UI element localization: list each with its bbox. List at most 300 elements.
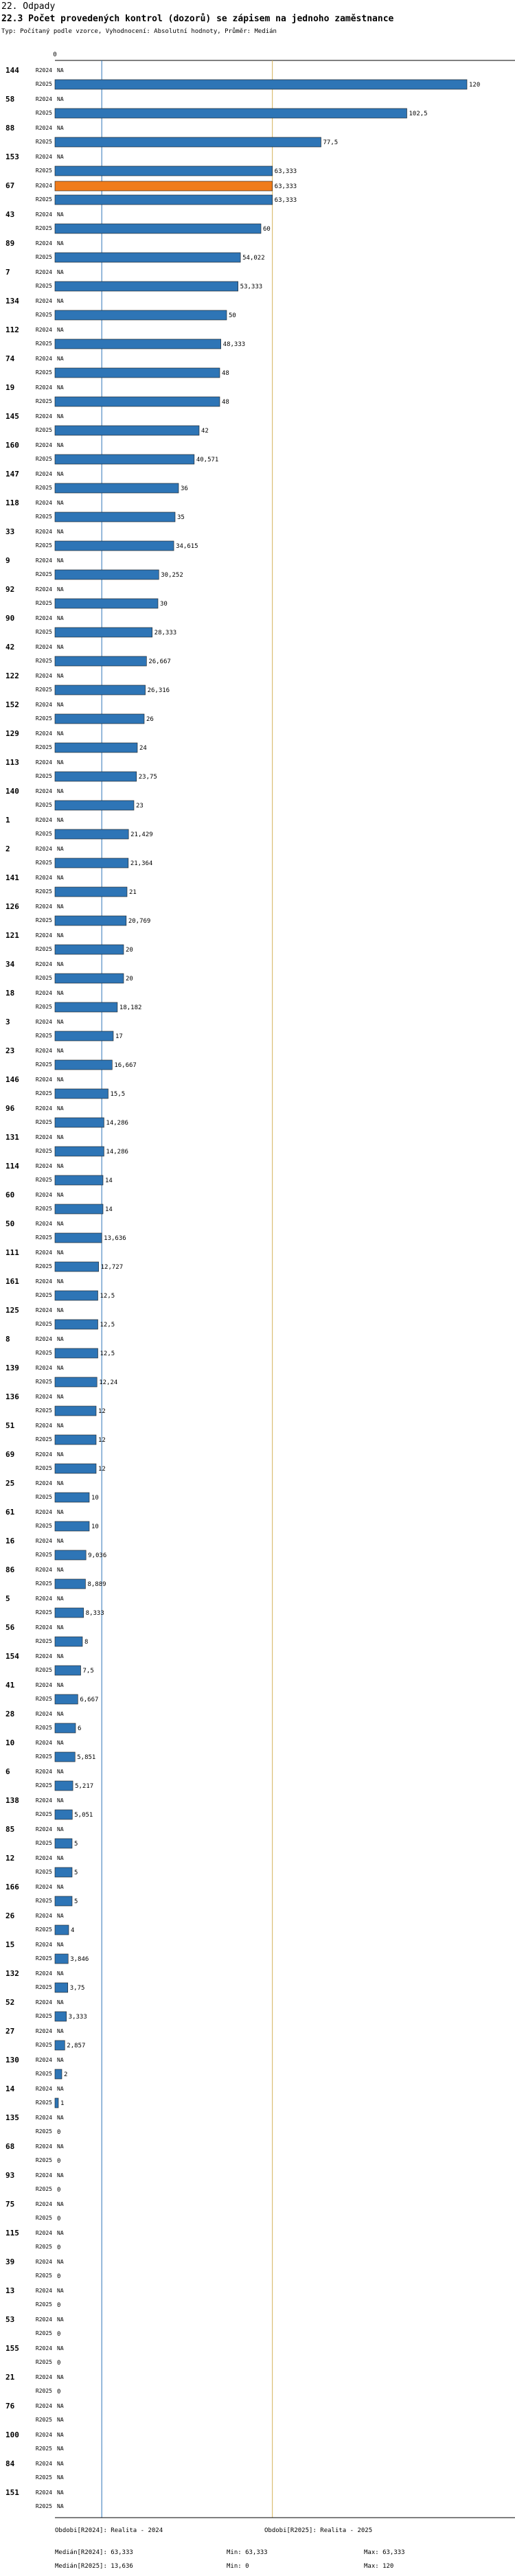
- series-label-r2024: R2024: [35, 932, 52, 939]
- series-label-r2025: R2025: [35, 1263, 52, 1269]
- bar-r2025: [55, 1118, 104, 1127]
- na-label-r2024: NA: [57, 2086, 64, 2092]
- group-label: 5: [5, 1594, 10, 1603]
- bar-r2025: [55, 2098, 58, 2108]
- bar-r2025: [55, 137, 321, 147]
- series-label-r2024: R2024: [35, 298, 52, 304]
- na-label-r2024: NA: [57, 1942, 64, 1948]
- value-label-r2025: 12: [98, 1466, 106, 1473]
- group-label: 23: [5, 1046, 15, 1055]
- series-label-r2025: R2025: [35, 369, 52, 376]
- value-label-r2025: 17: [115, 1033, 123, 1040]
- series-label-r2024: R2024: [35, 1278, 52, 1285]
- na-label-r2024: NA: [57, 2230, 64, 2236]
- group-label: 92: [5, 585, 15, 594]
- na-label-r2024: NA: [57, 702, 64, 708]
- na-label-r2024: NA: [57, 990, 64, 996]
- series-label-r2025: R2025: [35, 1465, 52, 1471]
- series-label-r2025: R2025: [35, 1898, 52, 1904]
- value-label-r2025: 30,252: [161, 572, 183, 579]
- group-label: 61: [5, 1508, 15, 1517]
- series-label-r2024: R2024: [35, 904, 52, 910]
- value-label-r2025: 77,5: [323, 139, 339, 146]
- series-label-r2024: R2024: [35, 1105, 52, 1112]
- group-label: 114: [5, 1162, 19, 1171]
- value-label-r2025: 23,75: [138, 774, 157, 781]
- na-label-r2024: NA: [57, 1221, 64, 1227]
- bar-r2025: [55, 1464, 96, 1473]
- bar-r2025: [55, 656, 146, 666]
- series-label-r2025: R2025: [35, 2013, 52, 2019]
- series-label-r2025: R2025: [35, 398, 52, 404]
- na-label-r2024: NA: [57, 67, 64, 73]
- bar-r2025: [55, 1147, 104, 1156]
- value-label-r2025: 10: [91, 1523, 99, 1530]
- bar-r2025: [55, 339, 221, 349]
- bar-r2025: [55, 772, 137, 781]
- group-label: 139: [5, 1364, 19, 1372]
- bar-r2025: [55, 945, 124, 954]
- group-label: 122: [5, 671, 19, 680]
- na-label-r2024: NA: [57, 384, 64, 391]
- value-label-r2025: 18,182: [119, 1004, 142, 1011]
- series-label-r2025: R2025: [35, 2446, 52, 2452]
- series-label-r2024: R2024: [35, 183, 52, 189]
- na-label-r2024: NA: [57, 1653, 64, 1659]
- bar-r2025: [55, 1810, 72, 1819]
- na-label-r2024: NA: [57, 2028, 64, 2034]
- group-label: 130: [5, 2056, 19, 2065]
- series-label-r2025: R2025: [35, 1436, 52, 1442]
- group-label: 100: [5, 2430, 19, 2439]
- na-label-r2024: NA: [57, 2461, 64, 2467]
- bar-r2025: [55, 310, 227, 320]
- na-label-r2024: NA: [57, 2432, 64, 2438]
- bar-r2025: [55, 1060, 112, 1070]
- value-label-r2025: 54,022: [242, 255, 265, 262]
- value-label-r2025: 21,364: [130, 860, 153, 867]
- group-label: 53: [5, 2315, 15, 2324]
- bar-r2024: [55, 181, 273, 191]
- value-label-r2025: 20: [126, 947, 133, 954]
- bar-r2025: [55, 1031, 113, 1041]
- series-label-r2025: R2025: [35, 946, 52, 952]
- series-label-r2024: R2024: [35, 529, 52, 535]
- chart-subtitle: Typ: Počítaný podle vzorce, Vyhodnocení: Absolutní hodnoty, Průměr: Medián: [1, 28, 277, 35]
- value-label-r2025: 42: [201, 428, 209, 435]
- series-label-r2025: R2025: [35, 514, 52, 520]
- value-label-r2025: 102,5: [409, 111, 428, 117]
- na-label-r2024: NA: [57, 1740, 64, 1746]
- na-label-r2024: NA: [57, 1451, 64, 1458]
- group-label: 153: [5, 152, 19, 161]
- na-label-r2024: NA: [57, 2345, 64, 2351]
- group-label: 146: [5, 1075, 19, 1084]
- na-label-r2024: NA: [57, 1769, 64, 1775]
- value-label-r2025: 4: [71, 1927, 75, 1934]
- bar-r2025: [55, 1233, 102, 1243]
- series-label-r2025: R2025: [35, 802, 52, 808]
- value-label-r2025: 40,571: [196, 457, 219, 463]
- series-label-r2025: R2025: [35, 341, 52, 347]
- group-label: 14: [5, 2084, 15, 2093]
- bar-r2025: [55, 1550, 86, 1560]
- value-label-r2025: 2,857: [67, 2043, 86, 2049]
- group-label: 13: [5, 2286, 15, 2295]
- series-label-r2025: R2025: [35, 2417, 52, 2423]
- bar-r2025: [55, 166, 273, 176]
- group-label: 9: [5, 556, 10, 565]
- na-label-r2024: NA: [57, 2172, 64, 2178]
- group-label: 60: [5, 1191, 15, 1199]
- bar-r2025: [55, 512, 175, 522]
- group-label: 144: [5, 66, 19, 75]
- series-label-r2024: R2024: [35, 2461, 52, 2467]
- median-2025-text: Medián[R2025]: 13,636: [55, 2563, 133, 2570]
- group-label: 7: [5, 268, 10, 277]
- na-label-r2024: NA: [57, 1855, 64, 1861]
- series-label-r2025: R2025: [35, 917, 52, 923]
- series-label-r2025: R2025: [35, 687, 52, 693]
- series-label-r2025: R2025: [35, 1638, 52, 1644]
- value-label-r2025: 0: [57, 2129, 61, 2136]
- value-label-r2025: 0: [57, 2187, 61, 2194]
- value-label-r2025: 5,051: [74, 1812, 93, 1819]
- bar-r2025: [55, 1493, 89, 1502]
- series-label-r2024: R2024: [35, 2143, 52, 2150]
- group-label: 51: [5, 1421, 15, 1430]
- value-label-r2025: 63,333: [274, 168, 297, 175]
- series-label-r2024: R2024: [35, 1134, 52, 1140]
- max-2024-text: Max: 63,333: [364, 2549, 405, 2556]
- bar-r2025: [55, 858, 128, 868]
- min-2024-text: Min: 63,333: [227, 2549, 268, 2556]
- na-label-r2024: NA: [57, 1913, 64, 1919]
- value-label-r2025: 3,846: [70, 1956, 89, 1963]
- group-label: 161: [5, 1277, 19, 1286]
- series-label-r2024: R2024: [35, 1769, 52, 1775]
- series-label-r2024: R2024: [35, 731, 52, 737]
- na-label-r2024: NA: [57, 125, 64, 131]
- series-label-r2024: R2024: [35, 644, 52, 650]
- series-label-r2024: R2024: [35, 2432, 52, 2438]
- series-label-r2025: R2025: [35, 1292, 52, 1298]
- na-label-r2024: NA: [57, 759, 64, 766]
- na-label-r2024: NA: [57, 557, 64, 564]
- series-label-r2024: R2024: [35, 759, 52, 766]
- bar-r2025: [55, 570, 159, 579]
- series-label-r2025: R2025: [35, 888, 52, 895]
- bar-r2025: [55, 426, 199, 435]
- value-label-r2025: 0: [57, 2389, 61, 2395]
- bar-r2025: [55, 1637, 82, 1646]
- group-label: 39: [5, 2257, 15, 2266]
- series-label-r2025: R2025: [35, 1148, 52, 1154]
- bar-r2025: [55, 1320, 98, 1329]
- series-label-r2025: R2025: [35, 2388, 52, 2394]
- series-label-r2024: R2024: [35, 673, 52, 679]
- series-label-r2025: R2025: [35, 139, 52, 145]
- group-label: 33: [5, 527, 15, 536]
- group-label: 2: [5, 844, 10, 853]
- bar-r2025: [55, 916, 126, 925]
- group-label: 69: [5, 1450, 15, 1459]
- value-label-r2025: 28,333: [154, 630, 177, 636]
- na-label-r2024: NA: [57, 1163, 64, 1169]
- series-label-r2025: R2025: [35, 2301, 52, 2308]
- bar-r2025: [55, 1694, 78, 1704]
- value-label-r2025: 12,5: [100, 1322, 115, 1329]
- na-label-r2024: NA: [57, 356, 64, 362]
- value-label-r2025: 60: [263, 226, 271, 233]
- value-label-r2025: 12,727: [100, 1264, 124, 1271]
- group-label: 15: [5, 1940, 15, 1949]
- series-label-r2025: R2025: [35, 168, 52, 174]
- na-label-r2025: NA: [57, 2446, 64, 2452]
- bar-r2025: [55, 1406, 96, 1416]
- value-label-r2025: 12,24: [99, 1379, 118, 1386]
- series-label-r2024: R2024: [35, 1192, 52, 1198]
- na-label-r2024: NA: [57, 961, 64, 967]
- group-label: 50: [5, 1219, 15, 1228]
- series-label-r2025: R2025: [35, 312, 52, 318]
- series-label-r2024: R2024: [35, 702, 52, 708]
- group-label: 19: [5, 383, 15, 392]
- series-label-r2024: R2024: [35, 356, 52, 362]
- series-label-r2024: R2024: [35, 1826, 52, 1832]
- value-label-r2025: 0: [57, 2360, 61, 2367]
- na-label-r2024: NA: [57, 1077, 64, 1083]
- na-label-r2024: NA: [57, 2316, 64, 2323]
- series-label-r2024: R2024: [35, 1336, 52, 1342]
- na-label-r2025: NA: [57, 2503, 64, 2509]
- na-label-r2024: NA: [57, 1711, 64, 1717]
- max-2025-text: Max: 120: [364, 2563, 394, 2570]
- series-label-r2025: R2025: [35, 1407, 52, 1414]
- value-label-r2025: 0: [57, 2331, 61, 2338]
- value-label-r2025: 3,333: [68, 2014, 87, 2021]
- series-label-r2024: R2024: [35, 2172, 52, 2178]
- series-label-r2025: R2025: [35, 2244, 52, 2250]
- series-label-r2024: R2024: [35, 67, 52, 73]
- na-label-r2024: NA: [57, 2288, 64, 2294]
- group-label: 125: [5, 1306, 19, 1315]
- na-label-r2024: NA: [57, 2489, 64, 2496]
- bar-r2025: [55, 224, 261, 233]
- series-label-r2025: R2025: [35, 254, 52, 260]
- bar-r2025: [55, 599, 158, 608]
- value-label-r2025: 48: [222, 370, 229, 377]
- value-label-r2025: 5,217: [75, 1783, 94, 1790]
- series-label-r2025: R2025: [35, 629, 52, 635]
- bar-r2025: [55, 829, 128, 839]
- series-label-r2025: R2025: [35, 2474, 52, 2481]
- series-label-r2025: R2025: [35, 2157, 52, 2163]
- bar-r2025: [55, 195, 273, 205]
- series-label-r2024: R2024: [35, 1999, 52, 2005]
- series-label-r2025: R2025: [35, 2071, 52, 2077]
- group-label: 154: [5, 1652, 19, 1661]
- value-label-r2025: 48,333: [222, 341, 246, 348]
- value-label-r2025: 53,333: [240, 284, 263, 290]
- na-label-r2024: NA: [57, 673, 64, 679]
- series-label-r2024: R2024: [35, 2489, 52, 2496]
- series-label-r2024: R2024: [35, 557, 52, 564]
- bar-r2025: [55, 397, 220, 406]
- group-label: 58: [5, 95, 15, 104]
- series-label-r2024: R2024: [35, 2403, 52, 2409]
- group-label: 16: [5, 1537, 15, 1545]
- group-label: 118: [5, 498, 19, 507]
- series-label-r2024: R2024: [35, 1884, 52, 1890]
- series-label-r2024: R2024: [35, 2057, 52, 2063]
- series-label-r2024: R2024: [35, 788, 52, 794]
- group-label: 76: [5, 2402, 15, 2411]
- na-label-r2024: NA: [57, 2201, 64, 2207]
- series-label-r2025: R2025: [35, 225, 52, 231]
- series-label-r2024: R2024: [35, 1077, 52, 1083]
- na-label-r2024: NA: [57, 211, 64, 218]
- bar-r2025: [55, 1262, 99, 1272]
- series-label-r2024: R2024: [35, 1538, 52, 1544]
- group-label: 26: [5, 1911, 15, 1920]
- legend-2024: Obdobi[R2024]: Realita - 2024: [55, 2527, 163, 2534]
- value-label-r2025: 0: [57, 2273, 61, 2280]
- series-label-r2024: R2024: [35, 875, 52, 881]
- series-label-r2024: R2024: [35, 1221, 52, 1227]
- na-label-r2024: NA: [57, 413, 64, 419]
- group-label: 74: [5, 354, 15, 363]
- na-label-r2024: NA: [57, 442, 64, 448]
- group-label: 6: [5, 1767, 10, 1776]
- series-label-r2024: R2024: [35, 1451, 52, 1458]
- value-label-r2025: 30: [160, 601, 168, 608]
- value-label-r2025: 0: [57, 2158, 61, 2165]
- series-label-r2025: R2025: [35, 2100, 52, 2106]
- na-label-r2024: NA: [57, 1884, 64, 1890]
- series-label-r2024: R2024: [35, 1567, 52, 1573]
- series-label-r2025: R2025: [35, 831, 52, 837]
- na-label-r2024: NA: [57, 1624, 64, 1631]
- series-label-r2025: R2025: [35, 1609, 52, 1615]
- value-label-r2025: 5: [74, 1870, 78, 1876]
- na-label-r2024: NA: [57, 471, 64, 477]
- na-label-r2024: NA: [57, 904, 64, 910]
- bar-r2025: [55, 1723, 76, 1733]
- na-label-r2024: NA: [57, 298, 64, 304]
- series-label-r2025: R2025: [35, 1753, 52, 1760]
- series-label-r2024: R2024: [35, 990, 52, 996]
- value-label-r2025: 2: [64, 2071, 68, 2078]
- group-label: 129: [5, 729, 19, 738]
- series-label-r2024: R2024: [35, 327, 52, 333]
- group-label: 136: [5, 1392, 19, 1401]
- value-label-r2025: 35: [177, 514, 185, 521]
- series-label-r2025: R2025: [35, 600, 52, 606]
- series-label-r2024: R2024: [35, 2374, 52, 2380]
- series-label-r2025: R2025: [35, 1379, 52, 1385]
- na-label-r2024: NA: [57, 1250, 64, 1256]
- na-label-r2024: NA: [57, 269, 64, 275]
- group-label: 75: [5, 2200, 15, 2209]
- value-label-r2025: 10: [91, 1495, 99, 1502]
- series-label-r2024: R2024: [35, 240, 52, 246]
- na-label-r2024: NA: [57, 1307, 64, 1313]
- na-label-r2024: NA: [57, 644, 64, 650]
- value-label-r2025: 23: [136, 803, 144, 809]
- value-label-r2025: 7,5: [82, 1668, 94, 1675]
- series-label-r2024: R2024: [35, 1250, 52, 1256]
- bar-r2025: [55, 743, 137, 752]
- bar-r2025: [55, 541, 174, 551]
- group-label: 89: [5, 239, 15, 248]
- series-label-r2024: R2024: [35, 211, 52, 218]
- value-label-r2025: 5: [74, 1898, 78, 1905]
- na-label-r2025: NA: [57, 2417, 64, 2423]
- group-label: 85: [5, 1825, 15, 1834]
- group-label: 126: [5, 902, 19, 911]
- na-label-r2024: NA: [57, 615, 64, 621]
- series-label-r2025: R2025: [35, 1667, 52, 1673]
- bar-r2025: [55, 80, 467, 89]
- na-label-r2024: NA: [57, 327, 64, 333]
- value-label-r2025: 13,636: [104, 1235, 126, 1242]
- value-label-r2025: 6: [78, 1725, 82, 1732]
- bar-r2025: [55, 281, 238, 291]
- value-label-r2025: 120: [469, 82, 481, 89]
- group-label: 88: [5, 124, 15, 133]
- series-label-r2024: R2024: [35, 2201, 52, 2207]
- group-label: 8: [5, 1335, 10, 1344]
- series-label-r2024: R2024: [35, 1682, 52, 1688]
- group-label: 67: [5, 181, 15, 190]
- group-label: 138: [5, 1796, 19, 1805]
- value-label-r2025: 50: [229, 312, 236, 319]
- bar-r2025: [55, 1925, 69, 1935]
- series-label-r2025: R2025: [35, 485, 52, 491]
- na-label-r2024: NA: [57, 1134, 64, 1140]
- value-label-r2025: 9,036: [88, 1552, 107, 1559]
- group-label: 34: [5, 960, 15, 969]
- series-label-r2024: R2024: [35, 2316, 52, 2323]
- value-label-r2024: 63,333: [274, 183, 297, 190]
- value-label-r2025: 26: [146, 716, 154, 723]
- group-label: 121: [5, 931, 19, 940]
- bar-r2025: [55, 1896, 72, 1906]
- group-label: 147: [5, 470, 19, 479]
- bar-r2025: [55, 368, 220, 378]
- bar-r2025: [55, 1839, 72, 1848]
- na-label-r2024: NA: [57, 2374, 64, 2380]
- series-label-r2025: R2025: [35, 1234, 52, 1241]
- series-label-r2024: R2024: [35, 1596, 52, 1602]
- group-label: 141: [5, 873, 19, 882]
- series-label-r2024: R2024: [35, 154, 52, 160]
- series-label-r2024: R2024: [35, 1163, 52, 1169]
- x-axis-tick-label: 0: [53, 51, 57, 58]
- value-label-r2025: 14: [105, 1206, 113, 1213]
- group-label: 3: [5, 1017, 10, 1026]
- bar-r2025: [55, 1867, 72, 1877]
- group-label: 1: [5, 816, 10, 825]
- value-label-r2025: 1: [60, 2100, 65, 2107]
- group-label: 131: [5, 1133, 19, 1142]
- series-label-r2024: R2024: [35, 2230, 52, 2236]
- group-label: 42: [5, 643, 15, 652]
- series-label-r2024: R2024: [35, 1942, 52, 1948]
- value-label-r2025: 8,889: [87, 1581, 106, 1588]
- na-label-r2024: NA: [57, 1048, 64, 1054]
